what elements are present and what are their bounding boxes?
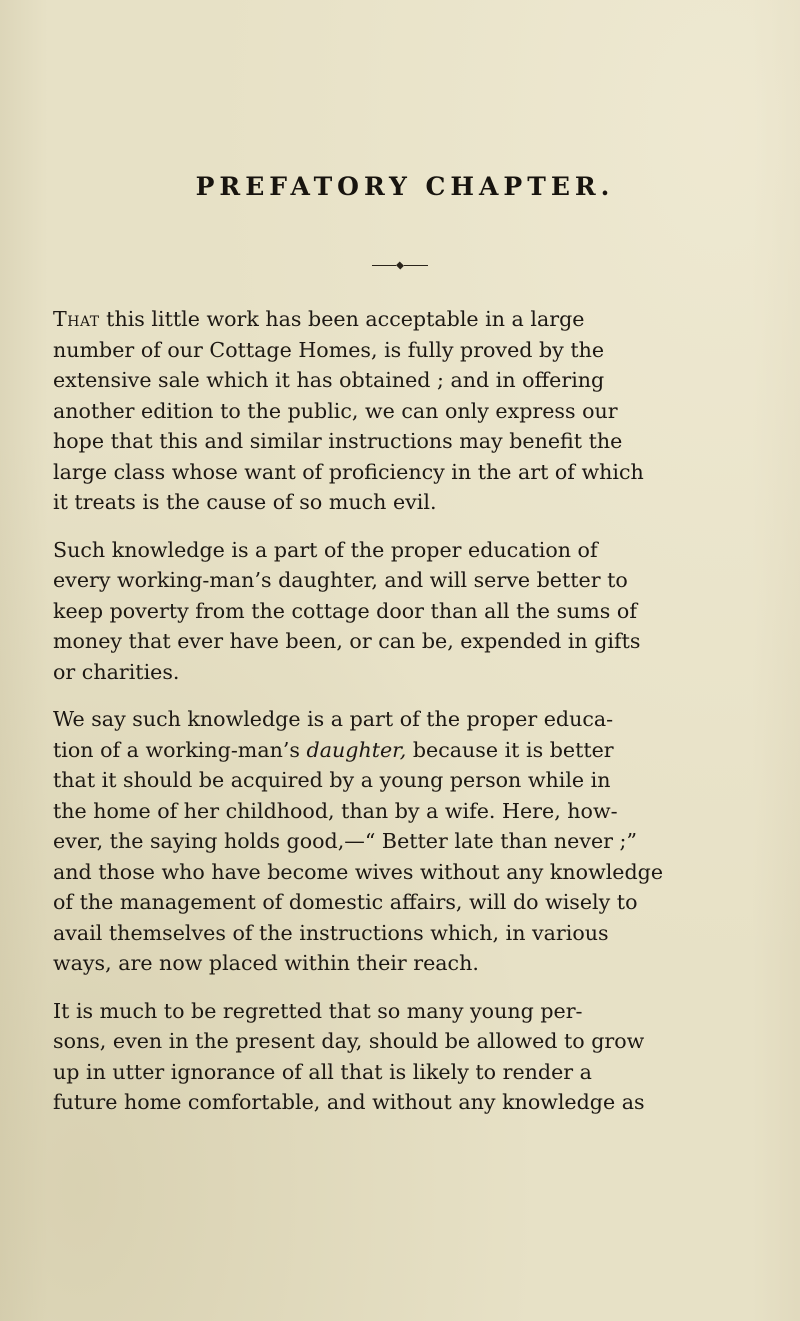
ornament-diamond xyxy=(396,262,404,270)
text-fragment: tion of a working-man’s xyxy=(53,737,307,762)
text-line: it treats is the cause of so much evil. xyxy=(53,490,437,514)
text-line: number of our Cottage Homes, is fully proved by the xyxy=(53,337,605,362)
text-line: keep poverty from the cottage door than all the sums of xyxy=(53,598,637,623)
text-line: Such knowledge is a part of the proper education of xyxy=(53,537,598,562)
text-line xyxy=(53,304,753,335)
text-line: sons, even in the present day, should be allowed to grow xyxy=(53,1029,645,1053)
chapter-title: PREFATORY CHAPTER. xyxy=(195,172,615,201)
text-line: future home comfortable, and without any knowledge as xyxy=(53,1090,645,1114)
emphasized-word: daughter, xyxy=(306,737,407,762)
body-text xyxy=(53,304,753,1118)
text-line: It is much to be regretted that so many young per- xyxy=(53,998,583,1023)
text-line: ever, the saying holds good,—“ Better late than never ;” xyxy=(53,829,638,853)
text-line: another edition to the public, we can only express our xyxy=(53,398,618,423)
text-line: hope that this and similar instructions may benefit the xyxy=(53,429,623,453)
text-line xyxy=(53,735,753,766)
paragraph-2 xyxy=(53,535,753,688)
text-line: up in utter ignorance of all that is likely to render a xyxy=(53,1059,592,1084)
text-fragment: this little work has been acceptable in a large xyxy=(99,307,585,331)
text-line: money that ever have been, or can be, expended in gifts xyxy=(53,629,641,653)
text-line: every working-man’s daughter, and will serve better to xyxy=(53,568,628,592)
text-line: that it should be acquired by a young person while in xyxy=(53,768,611,792)
text-line: or charities. xyxy=(53,659,180,684)
text-line: the home of her childhood, than by a wife. Here, how- xyxy=(53,798,618,823)
text-line: large class whose want of proficiency in the art of which xyxy=(53,459,644,484)
text-line: extensive sale which it has obtained ; and in offering xyxy=(53,368,605,392)
opening-word: That xyxy=(53,307,100,331)
ornament-rule-left xyxy=(372,265,396,266)
text-line: ways, are now placed within their reach. xyxy=(53,951,479,975)
text-fragment: because it is better xyxy=(406,737,614,762)
text-line: avail themselves of the instructions which, in various xyxy=(53,920,609,945)
title-ornament xyxy=(372,262,428,270)
paragraph-1 xyxy=(53,304,753,518)
paragraph-4 xyxy=(53,996,753,1118)
text-line: of the management of domestic affairs, will do wisely to xyxy=(53,890,638,914)
ornament-rule-right xyxy=(404,265,428,266)
text-line: We say such knowledge is a part of the proper educa- xyxy=(53,707,614,731)
paragraph-3 xyxy=(53,704,753,979)
text-line: and those who have become wives without any knowledge xyxy=(53,859,664,884)
